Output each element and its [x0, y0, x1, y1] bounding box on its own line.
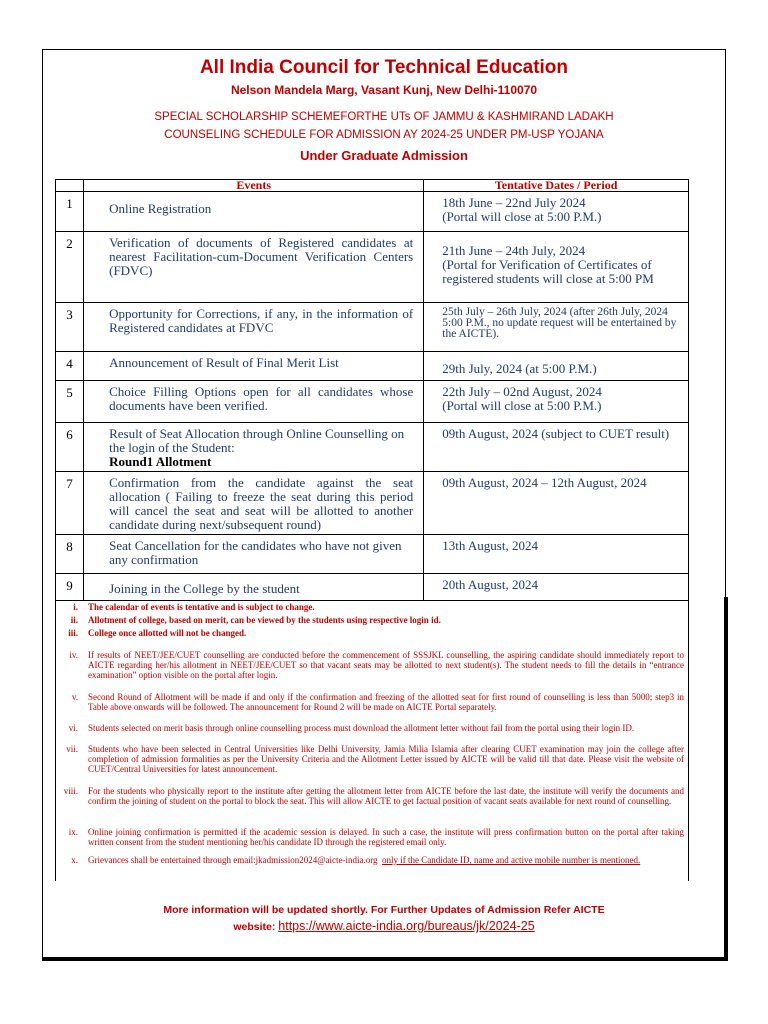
date-text: 25th July – 26th July, 2024 (after 26th July, 2024 5:00 P.M., no update request will be entertained by the AICTE). [442, 306, 677, 340]
row-number: 9 [56, 574, 84, 601]
frame-shadow-bottom [42, 957, 728, 961]
website-label: website: [233, 921, 276, 933]
table-row [56, 303, 689, 352]
scheme-title: SPECIAL SCHOLARSHIP SCHEMEFORTHE UTs OF JAMMU & KASHMIRAND LADAKH [154, 111, 614, 123]
date-text: 29th July, 2024 (at 5:00 P.M.) [442, 361, 597, 376]
round-label: Round1 Allotment [109, 454, 212, 469]
date-text: 18th June – 22nd July 2024 [442, 195, 586, 210]
header-num [56, 180, 84, 192]
date-text: 09th August, 2024 (subject to CUET result) [442, 426, 670, 441]
date-note: (Portal for Verification of Certificates of registered students will close at 5:00 PM [442, 257, 654, 286]
header-dates: Tentative Dates / Period [424, 180, 689, 192]
row-number: 7 [56, 472, 84, 535]
row-date [424, 574, 689, 601]
event-text: Seat Cancellation for the candidates who have not given any confirmation [109, 538, 402, 567]
schedule-table [55, 179, 689, 601]
row-event [84, 192, 424, 232]
row-number: 2 [56, 232, 84, 303]
schedule-title: COUNSELING SCHEDULE FOR ADMISSION AY 2024-25 UNDER PM-USP YOJANA [164, 129, 604, 141]
row-event [84, 303, 424, 352]
event-text: Verification of documents of Registered candidates at nearest Facilitation-cum-Document Verification Centers (FDVC) [109, 235, 414, 278]
aicte-website-link[interactable]: https://www.aicte-india.org/bureaus/jk/2024-25 [278, 919, 535, 933]
table-row [56, 232, 689, 303]
event-text: Online Registration [109, 201, 212, 216]
grievance-email: Grievances shall be entertained through email:jkadmission2024@aicte-india.org [88, 855, 378, 865]
table-row [56, 472, 689, 535]
row-number: 3 [56, 303, 84, 352]
table-row [56, 381, 689, 423]
admission-type: Under Graduate Admission [300, 148, 468, 163]
date-text: 22th July – 02nd August, 2024 [442, 384, 602, 399]
event-text: Joining in the College by the student [109, 581, 300, 596]
org-address: Nelson Mandela Marg, Vasant Kunj, New Delhi-110070 [230, 83, 538, 97]
event-text: Opportunity for Corrections, if any, in the information of Registered candidates at FDVC [109, 306, 414, 335]
row-event [84, 232, 424, 303]
website-line [0, 919, 768, 933]
row-number: 5 [56, 381, 84, 423]
row-event [84, 574, 424, 601]
event-text: Choice Filling Options open for all candidates whose documents have been verified. [109, 384, 414, 413]
row-event [84, 535, 424, 574]
table-row [56, 192, 689, 232]
row-event [84, 472, 424, 535]
table-header-row [56, 180, 689, 192]
table-row [56, 574, 689, 601]
date-note: (Portal will close at 5:00 P.M.) [442, 398, 602, 413]
date-text: 13th August, 2024 [442, 538, 538, 553]
row-date [424, 232, 689, 303]
event-text: Confirmation from the candidate against the seat allocation ( Failing to freeze the seat during this period will cancel the seat and seat will be allotted to another candidate during next/subsequent round) [109, 475, 414, 532]
notes-section: i. The calendar of events is tentative and is subject to change. ii. Allotment of college, based on merit, can be viewed by the students using respective login id. iii. College once allotted will not be changed. iv. If results of NEET/JEE/CUET counselling are conducted before the commencement of SSSJKL counselling, the aspiring candidate should immediately report to AICTE regarding her/his allotment in NEET/JEE/CUET so that vacant seats may be allotted to next student(s). The student needs to fill the details in “entrance examination” option visible on the portal after login. v. Second Round of Allotment will be made if and only if the confirmation and freezing of the allotted seat for first round of counselling is less than 5000; step3 in Table above onwards will be followed. The announcement for Round 2 will be made on AICTE Portal separately. vi. Students selected on merit basis through online counselling process must download the allotment letter without fail from the portal using their login ID. vii. Students who have been selected in Central Universities like Delhi University, Jamia Milia Islamia after clearing CUET examination may join the college after completion of admission formalities as per the University Criteria and the Allotment Letter issued by AICTE will be valid till that date. Please visit the website of CUET/Central Universities for latest announcement. viii. For the students who physically report to the institute after getting the allotment letter from AICTE before the last date, the institute will verify the documents and confirm the joining of student on the portal to block the seat. This will allow AICTE to get factual position of vacant seats available for next round of counselling. ix. Online joining confirmation is permitted if the academic session is delayed. In such a case, the institute will press confirmation button on the portal after taking written consent from the student mentioning her/his candidate ID through the registered email only. x. Grievances shall be entertained through email:jkadmission2024@aicte-india.org only if the Candidate ID, name and active mobile number is mentioned. [55, 598, 689, 881]
row-event [84, 423, 424, 472]
row-date [424, 535, 689, 574]
row-number: 1 [56, 192, 84, 232]
row-number: 6 [56, 423, 84, 472]
row-date [424, 352, 689, 381]
date-text: 09th August, 2024 – 12th August, 2024 [442, 475, 647, 490]
event-text: Announcement of Result of Final Merit List [109, 355, 339, 370]
row-date [424, 423, 689, 472]
more-info-text: More information will be updated shortly. For Further Updates of Admission Refer AICTE [163, 904, 605, 916]
grievance-condition: only if the Candidate ID, name and active mobile number is mentioned. [382, 855, 641, 865]
row-date [424, 192, 689, 232]
header-events: Events [84, 180, 424, 192]
date-note: (Portal will close at 5:00 P.M.) [442, 209, 602, 224]
org-title: All India Council for Technical Education [199, 57, 569, 78]
row-event [84, 381, 424, 423]
row-number: 4 [56, 352, 84, 381]
row-date [424, 381, 689, 423]
date-text: 21th June – 24th July, 2024 [442, 243, 586, 258]
event-text: Result of Seat Allocation through Online Counselling on the login of the Student: [109, 426, 405, 455]
row-date [424, 303, 689, 352]
date-text: 20th August, 2024 [442, 577, 538, 592]
row-event [84, 352, 424, 381]
table-row [56, 535, 689, 574]
table-row [56, 423, 689, 472]
row-date [424, 472, 689, 535]
table-row [56, 352, 689, 381]
row-number: 8 [56, 535, 84, 574]
